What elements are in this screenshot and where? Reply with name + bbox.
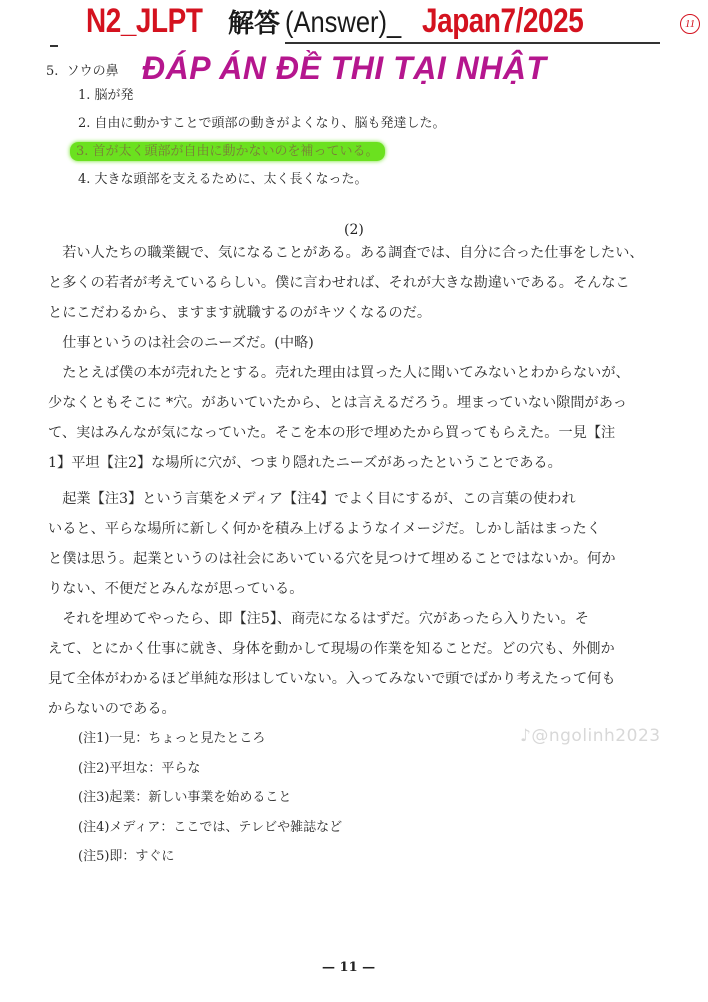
footnote: (注2)平坦な：平らな [78,760,201,776]
dash-mark [50,45,58,47]
passage-line: 若い人たちの職業観で、気になることがある。ある調査では、自分に合った仕事をしたい、 [48,245,644,261]
passage-line: 起業【注3】という言葉をメディア【注4】でよく目にするが、この言葉の使われ [48,491,576,507]
subtitle-banner: ĐÁP ÁN ĐỀ THI TẠI NHẬT [142,50,547,86]
passage-line: て、実はみんなが気になっていた。そこを本の形で埋めたから買ってもらえた。一見【注 [48,425,616,441]
title-underline [285,42,660,44]
passage-line: それを埋めてやったら、即【注5】、商売になるはずだ。穴があったら入りたい。そ [48,611,589,627]
header-title [86,2,619,46]
option-1: 1. 脳が発 [78,88,134,103]
answer-highlight: 3. 首が太く頭部が自由に動かないのを補っている。 [70,142,385,161]
section-label: (2) [344,222,364,238]
question-stem [46,60,119,79]
passage-line: いると、平らな場所に新しく何かを積み上げるようなイメージだ。しかし話はまったく [48,521,601,537]
passage-line: えて、とにかく仕事に就き、身体を動かして現場の作業を知ることだ。どの穴も、外側か [48,641,615,657]
passage-line: からないのである。 [48,701,176,717]
page-number: — 11 — [322,960,376,975]
question-number: 5. [46,64,59,79]
passage-line: 見て全体がわかるほど単純な形はしていない。入ってみないで頭でばかり考えたって何も [48,671,616,687]
footnote: (注4)メディア：ここでは、テレビや雑誌など [78,819,343,835]
circled-page-number: 11 [680,14,700,34]
question-stem-text: ソウの鼻 [66,64,119,79]
passage-line: りない、不便だとみんなが思っている。 [48,581,304,597]
option-2: 2. 自由に動かすことで頭部の動きがよくなり、脳も発達した。 [78,116,446,131]
footnote: (注1)一見：ちょっと見たところ [78,731,266,746]
passage-line: 少なくともそこに *穴。があいていたから、とは言えるだろう。埋まっていない隙間があっ [48,395,627,411]
passage-line: と多くの若者が考えているらしい。僕に言わせれば、それが大きな勘違いである。そんなこ [48,275,630,291]
footnotes [78,724,342,872]
footnote: (注3)起業：新しい事業を始めること [78,790,292,805]
passage-line: とにこだわるから、ますます就職するのがキツくなるのだ。 [48,305,432,321]
title-date: Japan7/2025 [421,2,584,40]
title-kaitou: 解答 [228,9,281,39]
tiktok-watermark: ♪@ngolinh2023 [520,726,661,746]
footnote: (注5)即：すぐに [78,849,175,864]
passage-line: 仕事というのは社会のニーズだ。(中略) [48,335,314,351]
passage-line: 1】平坦【注2】な場所に穴が、つまり隠れたニーズがあったということである。 [48,455,562,471]
option-3-highlighted [70,140,385,159]
title-answer: (Answer)_ [285,6,402,39]
passage [48,238,668,724]
passage-line: たとえば僕の本が売れたとする。売れた理由は買った人に聞いてみないとわからないが、 [48,365,630,381]
passage-line: と僕は思う。起業というのは社会にあいている穴を見つけて埋めることではないか。何か [48,551,616,567]
option-4: 4. 大きな頭部を支えるために、太く長くなった。 [78,172,368,187]
title-jlpt: N2_JLPT [86,2,203,40]
